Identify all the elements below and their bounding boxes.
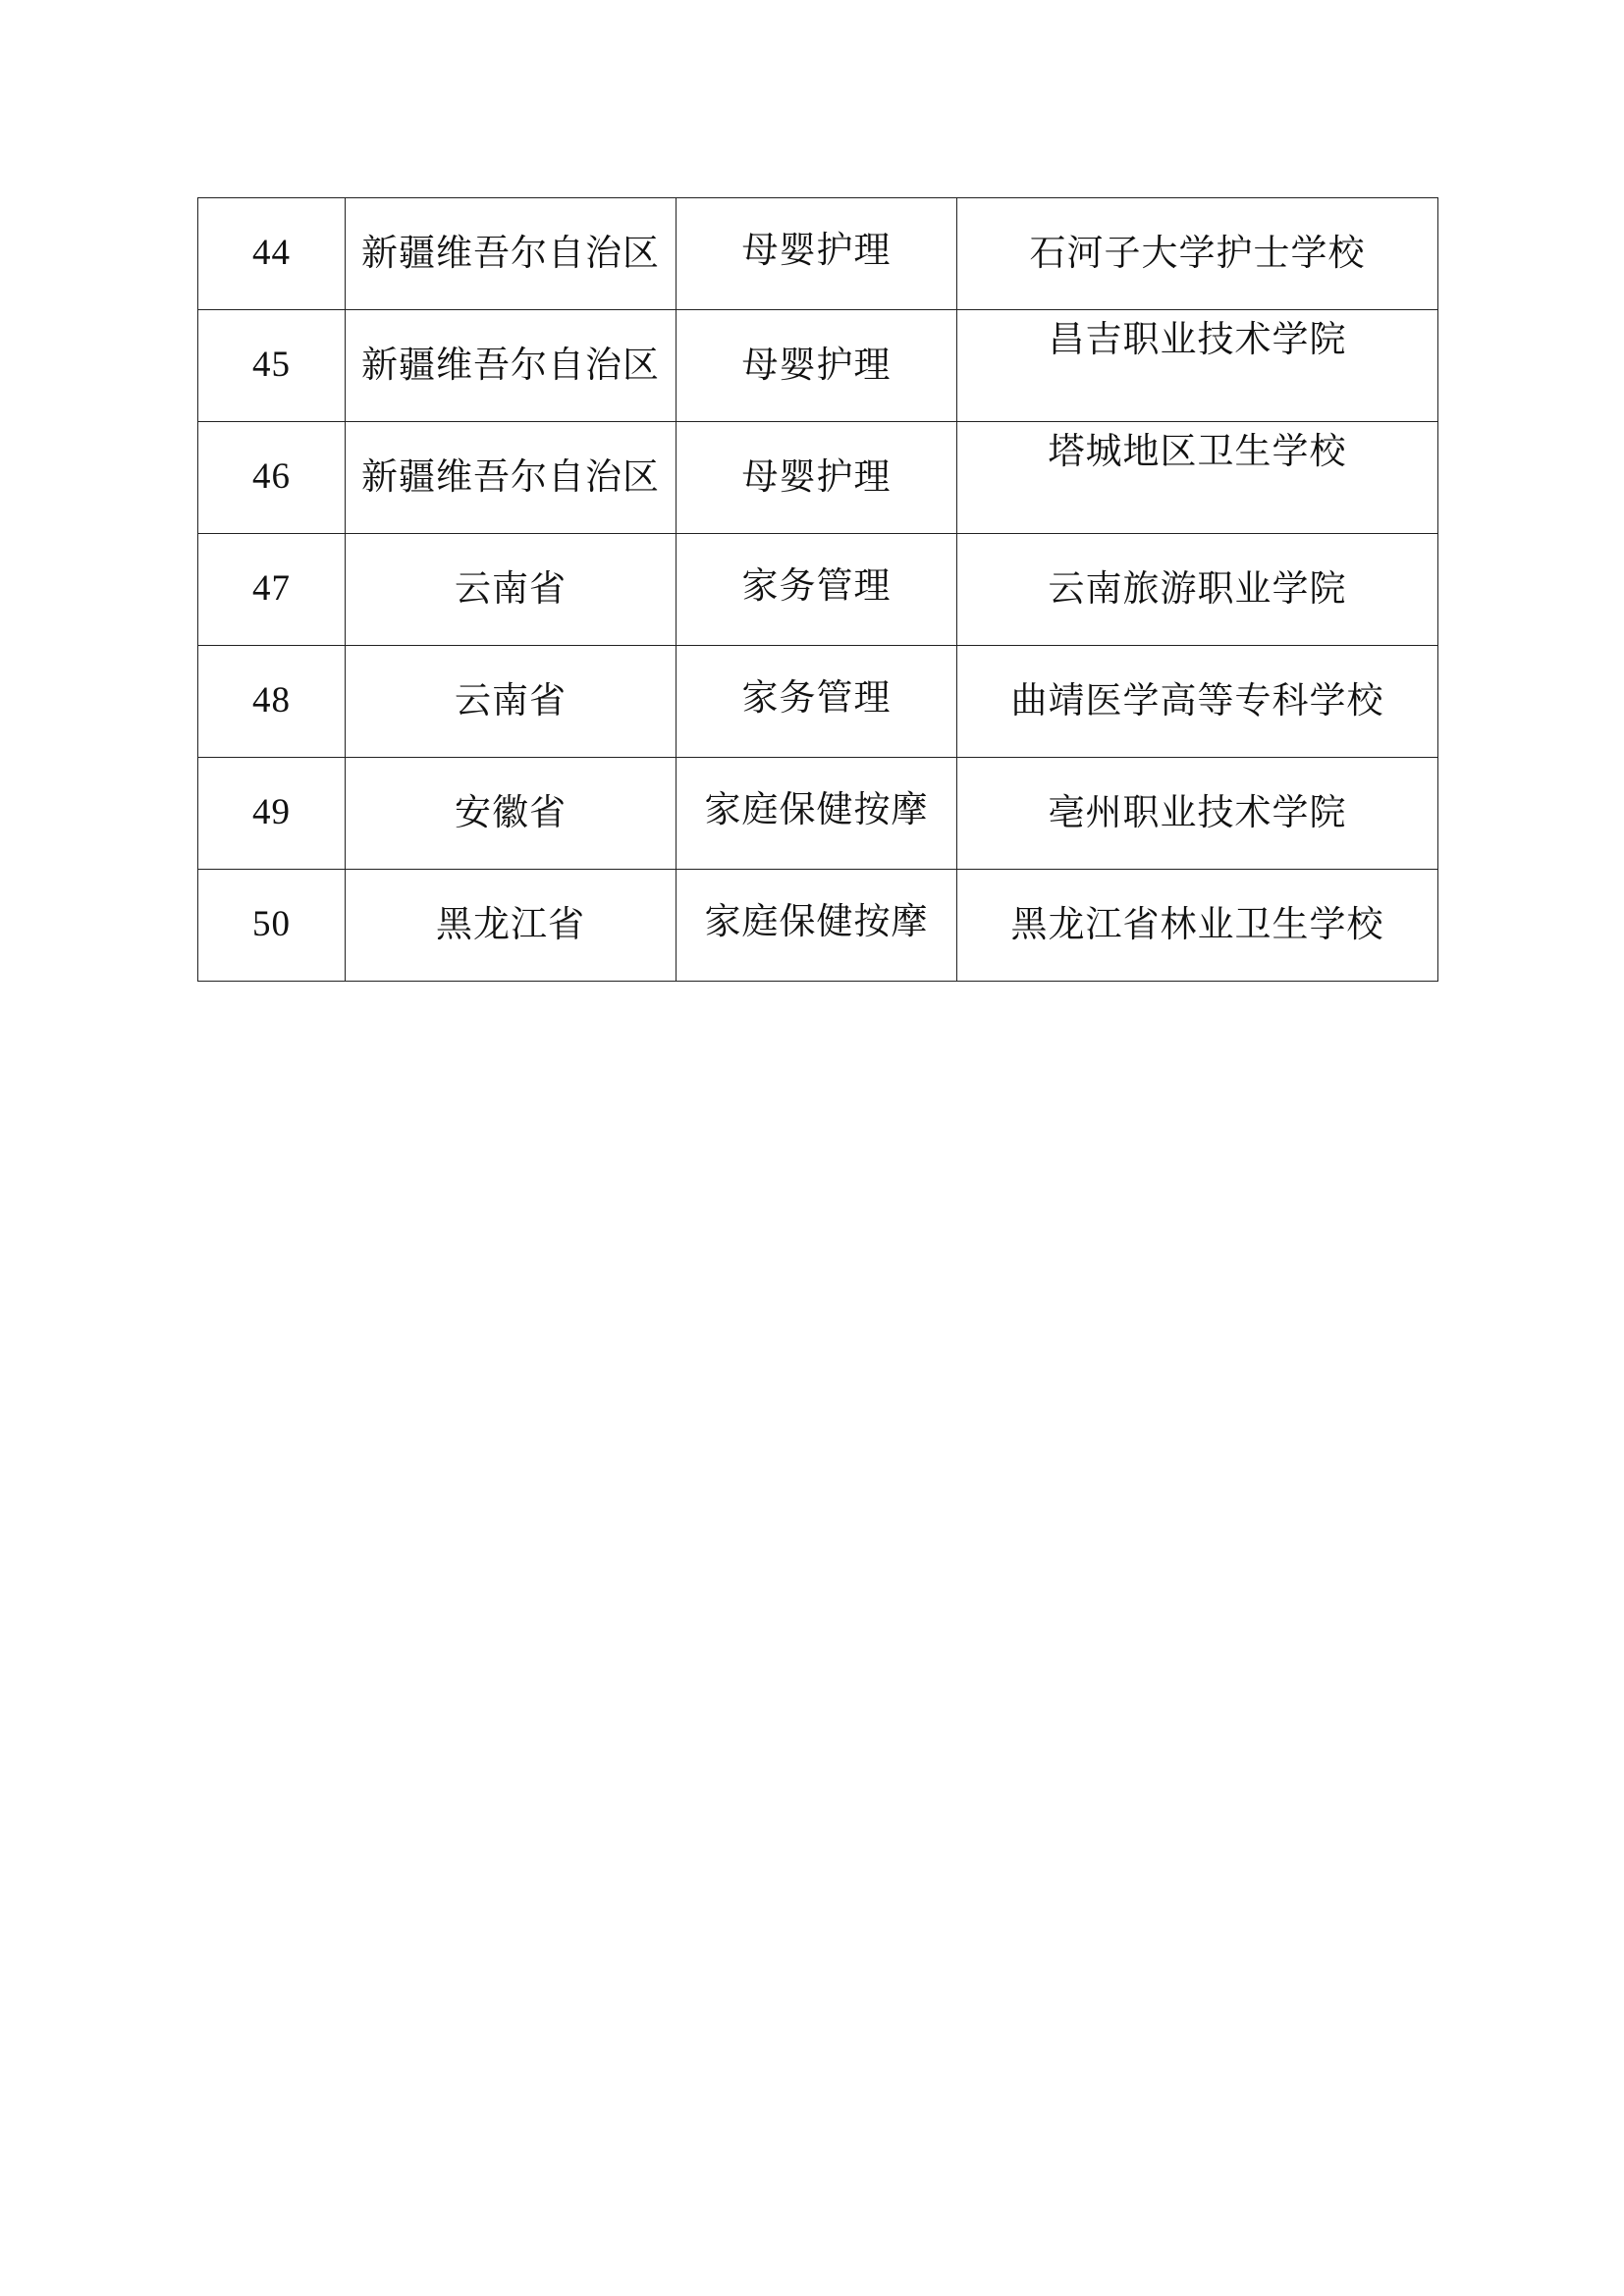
table-row (198, 758, 1438, 870)
school-cell (957, 198, 1438, 310)
school-cell (957, 310, 1438, 422)
major-cell (677, 310, 957, 422)
school-text: 昌吉职业技术学院 (1048, 318, 1347, 361)
region-cell: 云南省 (346, 646, 677, 758)
school-text: 曲靖医学高等专科学校 (1010, 679, 1384, 722)
major-text: 家务管理 (741, 564, 892, 608)
region-cell: 黑龙江省 (346, 870, 677, 982)
major-text: 家务管理 (741, 676, 892, 720)
school-list-table (197, 197, 1438, 982)
table-row (198, 870, 1438, 982)
major-text: 家庭保健按摩 (704, 900, 929, 943)
region-cell: 安徽省 (346, 758, 677, 870)
major-cell (677, 422, 957, 534)
table-row (198, 198, 1438, 310)
major-cell (677, 198, 957, 310)
major-text: 家庭保健按摩 (704, 788, 929, 831)
row-number: 44 (198, 198, 346, 310)
region-cell: 新疆维吾尔自治区 (346, 310, 677, 422)
row-number: 47 (198, 534, 346, 646)
school-cell (957, 646, 1438, 758)
row-number: 48 (198, 646, 346, 758)
school-text: 亳州职业技术学院 (1048, 791, 1347, 834)
table-row (198, 646, 1438, 758)
school-text: 塔城地区卫生学校 (1048, 430, 1347, 473)
school-cell (957, 534, 1438, 646)
major-cell (677, 758, 957, 870)
region-cell: 云南省 (346, 534, 677, 646)
region-cell: 新疆维吾尔自治区 (346, 198, 677, 310)
row-number: 46 (198, 422, 346, 534)
row-number: 49 (198, 758, 346, 870)
row-number: 50 (198, 870, 346, 982)
school-text: 黑龙江省林业卫生学校 (1010, 903, 1384, 946)
school-text: 石河子大学护士学校 (1029, 232, 1366, 275)
school-cell (957, 758, 1438, 870)
major-text: 母婴护理 (741, 344, 892, 387)
major-text: 母婴护理 (741, 229, 892, 272)
row-number: 45 (198, 310, 346, 422)
table-row (198, 534, 1438, 646)
school-text: 云南旅游职业学院 (1048, 567, 1347, 611)
major-cell (677, 870, 957, 982)
region-cell: 新疆维吾尔自治区 (346, 422, 677, 534)
school-cell (957, 422, 1438, 534)
table-row (198, 422, 1438, 534)
major-cell (677, 534, 957, 646)
school-cell (957, 870, 1438, 982)
table-row (198, 310, 1438, 422)
major-cell (677, 646, 957, 758)
major-text: 母婴护理 (741, 455, 892, 499)
